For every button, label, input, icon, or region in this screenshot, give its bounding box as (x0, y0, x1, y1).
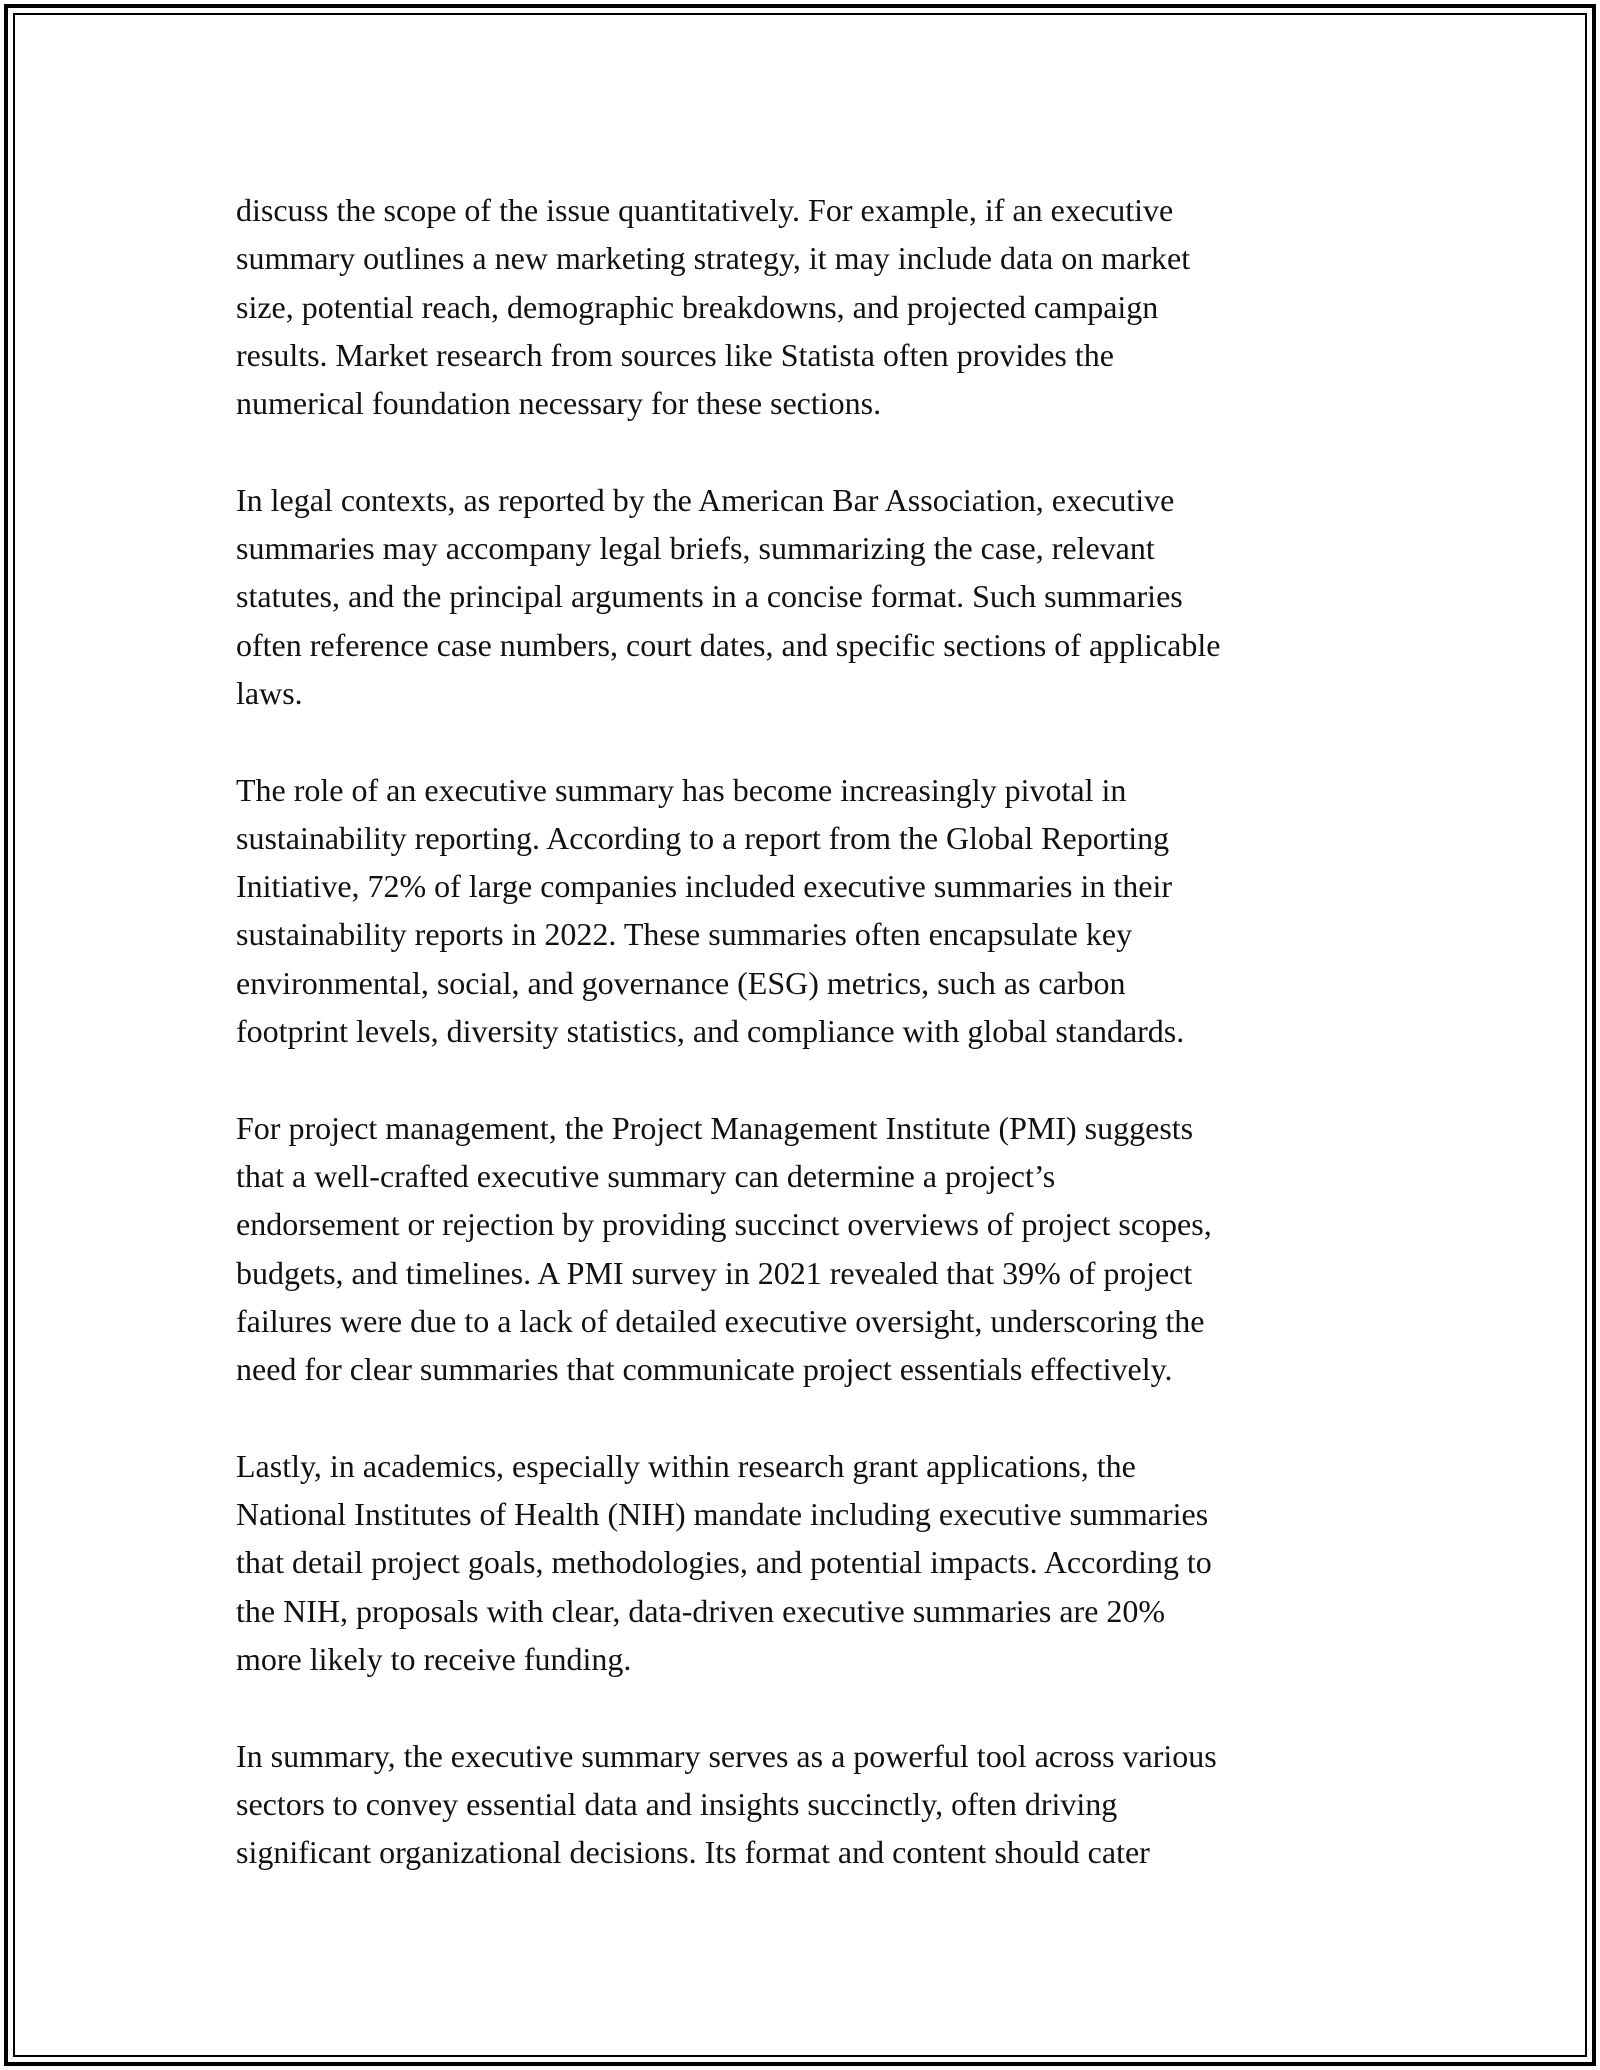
paragraph-project-management (236, 1104, 1386, 1394)
text-line: Lastly, in academics, especially within research grant applications, the (236, 1447, 1136, 1484)
text-line: numerical foundation necessary for these sections. (236, 385, 882, 422)
text-line: endorsement or rejection by providing succinct overviews of project scopes, (236, 1206, 1212, 1243)
text-line: summaries may accompany legal briefs, summarizing the case, relevant (236, 530, 1155, 567)
text-line: often reference case numbers, court dates, and specific sections of applicable (236, 626, 1221, 663)
text-line: that a well-crafted executive summary can determine a project’s (236, 1157, 1056, 1194)
paragraph-academics (236, 1442, 1386, 1683)
text-line: summary outlines a new marketing strategy, it may include data on market (236, 240, 1191, 277)
text-line: need for clear summaries that communicate project essentials effectively. (236, 1351, 1173, 1388)
text-line: sustainability reports in 2022. These summaries often encapsulate key (236, 916, 1133, 953)
text-line: For project management, the Project Management Institute (PMI) suggests (236, 1109, 1194, 1146)
text-line: footprint levels, diversity statistics, and compliance with global standards. (236, 1013, 1185, 1050)
text-line: failures were due to a lack of detailed executive oversight, underscoring the (236, 1302, 1205, 1339)
text-line: sustainability reporting. According to a report from the Global Reporting (236, 819, 1170, 856)
text-line: the NIH, proposals with clear, data-driven executive summaries are 20% (236, 1592, 1166, 1629)
text-line: significant organizational decisions. Its format and content should cater (236, 1834, 1150, 1871)
text-line: Initiative, 72% of large companies included executive summaries in their (236, 868, 1172, 905)
paragraph-summary (236, 1732, 1386, 1877)
text-line: The role of an executive summary has become increasingly pivotal in (236, 771, 1127, 808)
text-line: National Institutes of Health (NIH) mandate including executive summaries (236, 1496, 1209, 1533)
text-line: In summary, the executive summary serves as a powerful tool across various (236, 1737, 1217, 1774)
text-line: size, potential reach, demographic breakdowns, and projected campaign (236, 288, 1159, 325)
text-line: In legal contexts, as reported by the American Bar Association, executive (236, 481, 1175, 518)
text-line: sectors to convey essential data and insights succinctly, often driving (236, 1785, 1118, 1822)
text-line: results. Market research from sources like Statista often provides the (236, 336, 1114, 373)
body-text (236, 186, 1386, 1925)
paragraph-legal (236, 476, 1386, 717)
text-line: environmental, social, and governance (ESG) metrics, such as carbon (236, 964, 1126, 1001)
paragraph-sustainability (236, 766, 1386, 1056)
text-line: more likely to receive funding. (236, 1640, 632, 1677)
text-line: statutes, and the principal arguments in a concise format. Such summaries (236, 578, 1183, 615)
text-line: that detail project goals, methodologies, and potential impacts. According to (236, 1544, 1212, 1581)
text-line: budgets, and timelines. A PMI survey in 2021 revealed that 39% of project (236, 1254, 1193, 1291)
text-line: laws. (236, 674, 303, 711)
paragraph-marketing (236, 186, 1386, 427)
text-line: discuss the scope of the issue quantitatively. For example, if an executive (236, 192, 1174, 228)
